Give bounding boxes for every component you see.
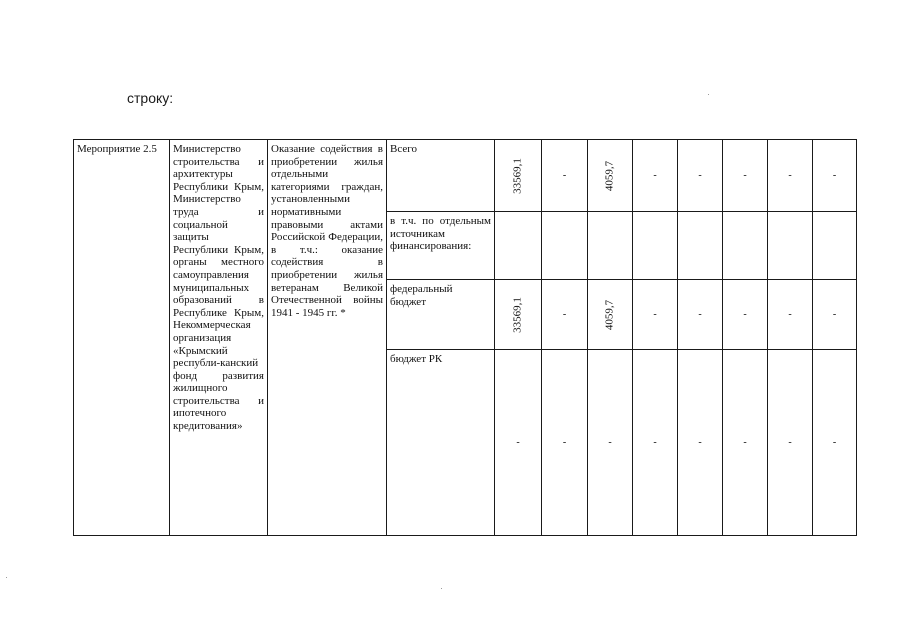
value-cell (633, 212, 678, 280)
value-text: 4059,7 (603, 299, 616, 330)
value-text: - (698, 169, 702, 181)
executors-cell: Министерство строительства и архитектуры Республики Крым, Министерство труда и социальной защиты Республики Крым, органы местного самоуправления муниципальных образований в Республике Крым, Некоммерческая организация «Крымский республи-канский фонд развития жилищного строительства и ипотечного кредитования» (170, 140, 268, 536)
value-text: - (832, 308, 837, 320)
value-cell (813, 212, 857, 280)
value-cell (678, 140, 723, 212)
value-text: - (743, 436, 747, 448)
funding-table (73, 139, 857, 536)
value-text: - (832, 436, 837, 448)
value-text: - (788, 169, 792, 181)
value-cell (542, 140, 588, 212)
value-cell (588, 280, 633, 350)
value-cell (678, 212, 723, 280)
value-text: - (516, 436, 520, 448)
value-cell (723, 212, 768, 280)
value-text: - (608, 436, 612, 448)
source-label-cell: в т.ч. по отдельным источникам финансирования: (387, 212, 495, 280)
value-cell (768, 212, 813, 280)
value-cell (633, 140, 678, 212)
value-text: - (743, 308, 747, 320)
value-text: - (653, 436, 657, 448)
value-cell (678, 280, 723, 350)
value-cell (588, 140, 633, 212)
value-cell (633, 350, 678, 536)
description-cell: Оказание содействия в приобретении жилья отдельными категориями граждан, установленными нормативными правовыми актами Российской Федерации, в т.ч.: оказание содействия в приобретении жилья ветеранам Великой Отечественной войны 1941 - 1945 гг. * (268, 140, 387, 536)
value-text: - (788, 436, 792, 448)
value-text: - (743, 169, 747, 181)
value-cell (768, 280, 813, 350)
value-cell (588, 212, 633, 280)
value-text: - (788, 308, 792, 320)
value-cell (495, 140, 542, 212)
event-cell: Мероприятие 2.5 (74, 140, 170, 536)
value-cell (542, 212, 588, 280)
value-text: 33569,1 (511, 157, 524, 194)
value-text: 33569,1 (511, 296, 524, 333)
value-cell (813, 280, 857, 350)
table-row-total (74, 140, 857, 212)
value-cell (768, 140, 813, 212)
value-cell (495, 212, 542, 280)
value-cell (588, 350, 633, 536)
scan-speck (708, 94, 709, 95)
value-cell (723, 280, 768, 350)
value-text: - (562, 308, 567, 320)
source-label-cell: федеральный бюджет (387, 280, 495, 350)
value-text: - (832, 169, 837, 181)
scan-speck (6, 577, 7, 578)
value-cell (723, 140, 768, 212)
source-label-cell: Всего (387, 140, 495, 212)
value-cell (542, 280, 588, 350)
value-text: - (562, 436, 567, 448)
value-text: - (653, 169, 657, 181)
value-cell (495, 350, 542, 536)
scan-speck (441, 588, 442, 589)
value-text: - (562, 169, 567, 181)
source-label-cell: бюджет РК (387, 350, 495, 536)
value-cell (495, 280, 542, 350)
value-text: 4059,7 (603, 160, 616, 191)
value-cell (768, 350, 813, 536)
value-cell (542, 350, 588, 536)
value-cell (813, 350, 857, 536)
value-cell (723, 350, 768, 536)
value-text: - (698, 308, 702, 320)
value-cell (678, 350, 723, 536)
value-cell (633, 280, 678, 350)
intro-text: строку: (127, 90, 174, 106)
value-cell (813, 140, 857, 212)
value-text: - (698, 436, 702, 448)
value-text: - (653, 308, 657, 320)
